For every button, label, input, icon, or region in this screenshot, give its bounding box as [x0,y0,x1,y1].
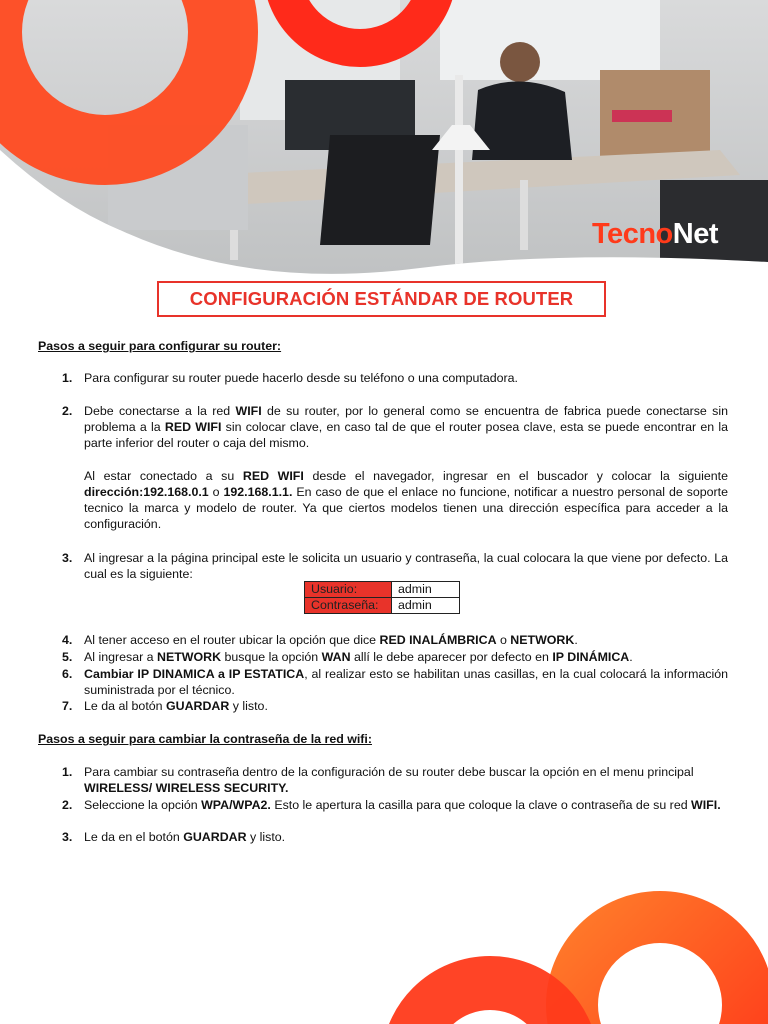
logo-text-tecno: Tecno [592,218,673,250]
list-item [62,698,728,714]
logo-text-net: Net [672,218,718,250]
list-number: 3. [62,551,73,565]
table-row [305,582,460,598]
list-text: Al ingresar a NETWORK busque la opción WAN allí le debe aparecer por defecto en IP DINÁMICA. [84,650,633,664]
list-number: 2. [62,404,73,418]
list-item [62,370,728,386]
credential-value: admin [392,582,460,598]
list-number: 5. [62,650,73,664]
list-item [62,764,728,796]
list-item [62,797,728,813]
list-number: 4. [62,633,73,647]
list-text: Debe conectarse a la red WIFI de su router, por lo general como se encuentra de fabrica puede conectarse sin problema a la RED WIFI sin colocar clave, en caso tal de que el router posea clave, esta se puede encontrar en la parte inferior del router o caja del mismo. [84,404,729,450]
list-number: 2. [62,798,73,812]
section-1-heading: Pasos a seguir para configurar su router: [38,339,282,353]
credentials-table [304,581,460,614]
list-text: Le da al botón GUARDAR y listo. [84,699,268,713]
document-title-box [157,281,606,317]
document-title: CONFIGURACIÓN ESTÁNDAR DE ROUTER [189,288,574,309]
list-number: 1. [62,371,73,385]
list-text: Al tener acceso en el router ubicar la opción que dice RED INALÁMBRICA o NETWORK. [84,633,578,647]
list-item [62,550,728,582]
list-text: Para configurar su router puede hacerlo desde su teléfono o una computadora. [84,371,518,385]
credential-label: Contraseña: [305,598,392,614]
credential-label: Usuario: [305,582,392,598]
list-number: 7. [62,699,73,713]
list-text: Seleccione la opción WPA/WPA2. Esto le apertura la casilla para que coloque la clave o contraseña de su red WIFI. [84,798,721,812]
list-item [62,403,728,451]
list-text: Le da en el botón GUARDAR y listo. [84,830,286,844]
list-item [62,666,728,698]
list-number: 1. [62,765,73,779]
decorative-rings [0,860,768,1024]
tecnonet-logo [592,220,718,249]
list-item [62,632,728,648]
list-text: Cambiar IP DINAMICA a IP ESTATICA, al realizar esto se habilitan unas casillas, en la cual colocará la información suministrada por el técnico. [84,667,729,697]
list-number: 6. [62,667,73,681]
table-row [305,598,460,614]
list-number: 3. [62,830,73,844]
list-item [62,829,728,845]
list-text: Al ingresar a la página principal este le solicita un usuario y contraseña, la cual colocara la que viene por defecto. La cual es la siguiente: [84,551,728,581]
section-2-heading: Pasos a seguir para cambiar la contraseña de la red wifi: [38,732,372,746]
list-text: Para cambiar su contraseña dentro de la configuración de su router debe buscar la opción en el menu principal WIRELESS/ WIRELESS SECURITY. [84,765,694,795]
list-item [62,649,728,665]
paragraph: Al estar conectado a su RED WIFI desde el navegador, ingresar en el buscador y colocar la siguiente dirección:192.168.0.1 o 192.168.1.1. En caso de que el enlace no funcione, notificar a nuestro personal de soporte tecnico la marca y modelo de router. Ya que ciertos modelos tienen una dirección específica para acceder a la configuración. [84,469,729,531]
credential-value: admin [392,598,460,614]
